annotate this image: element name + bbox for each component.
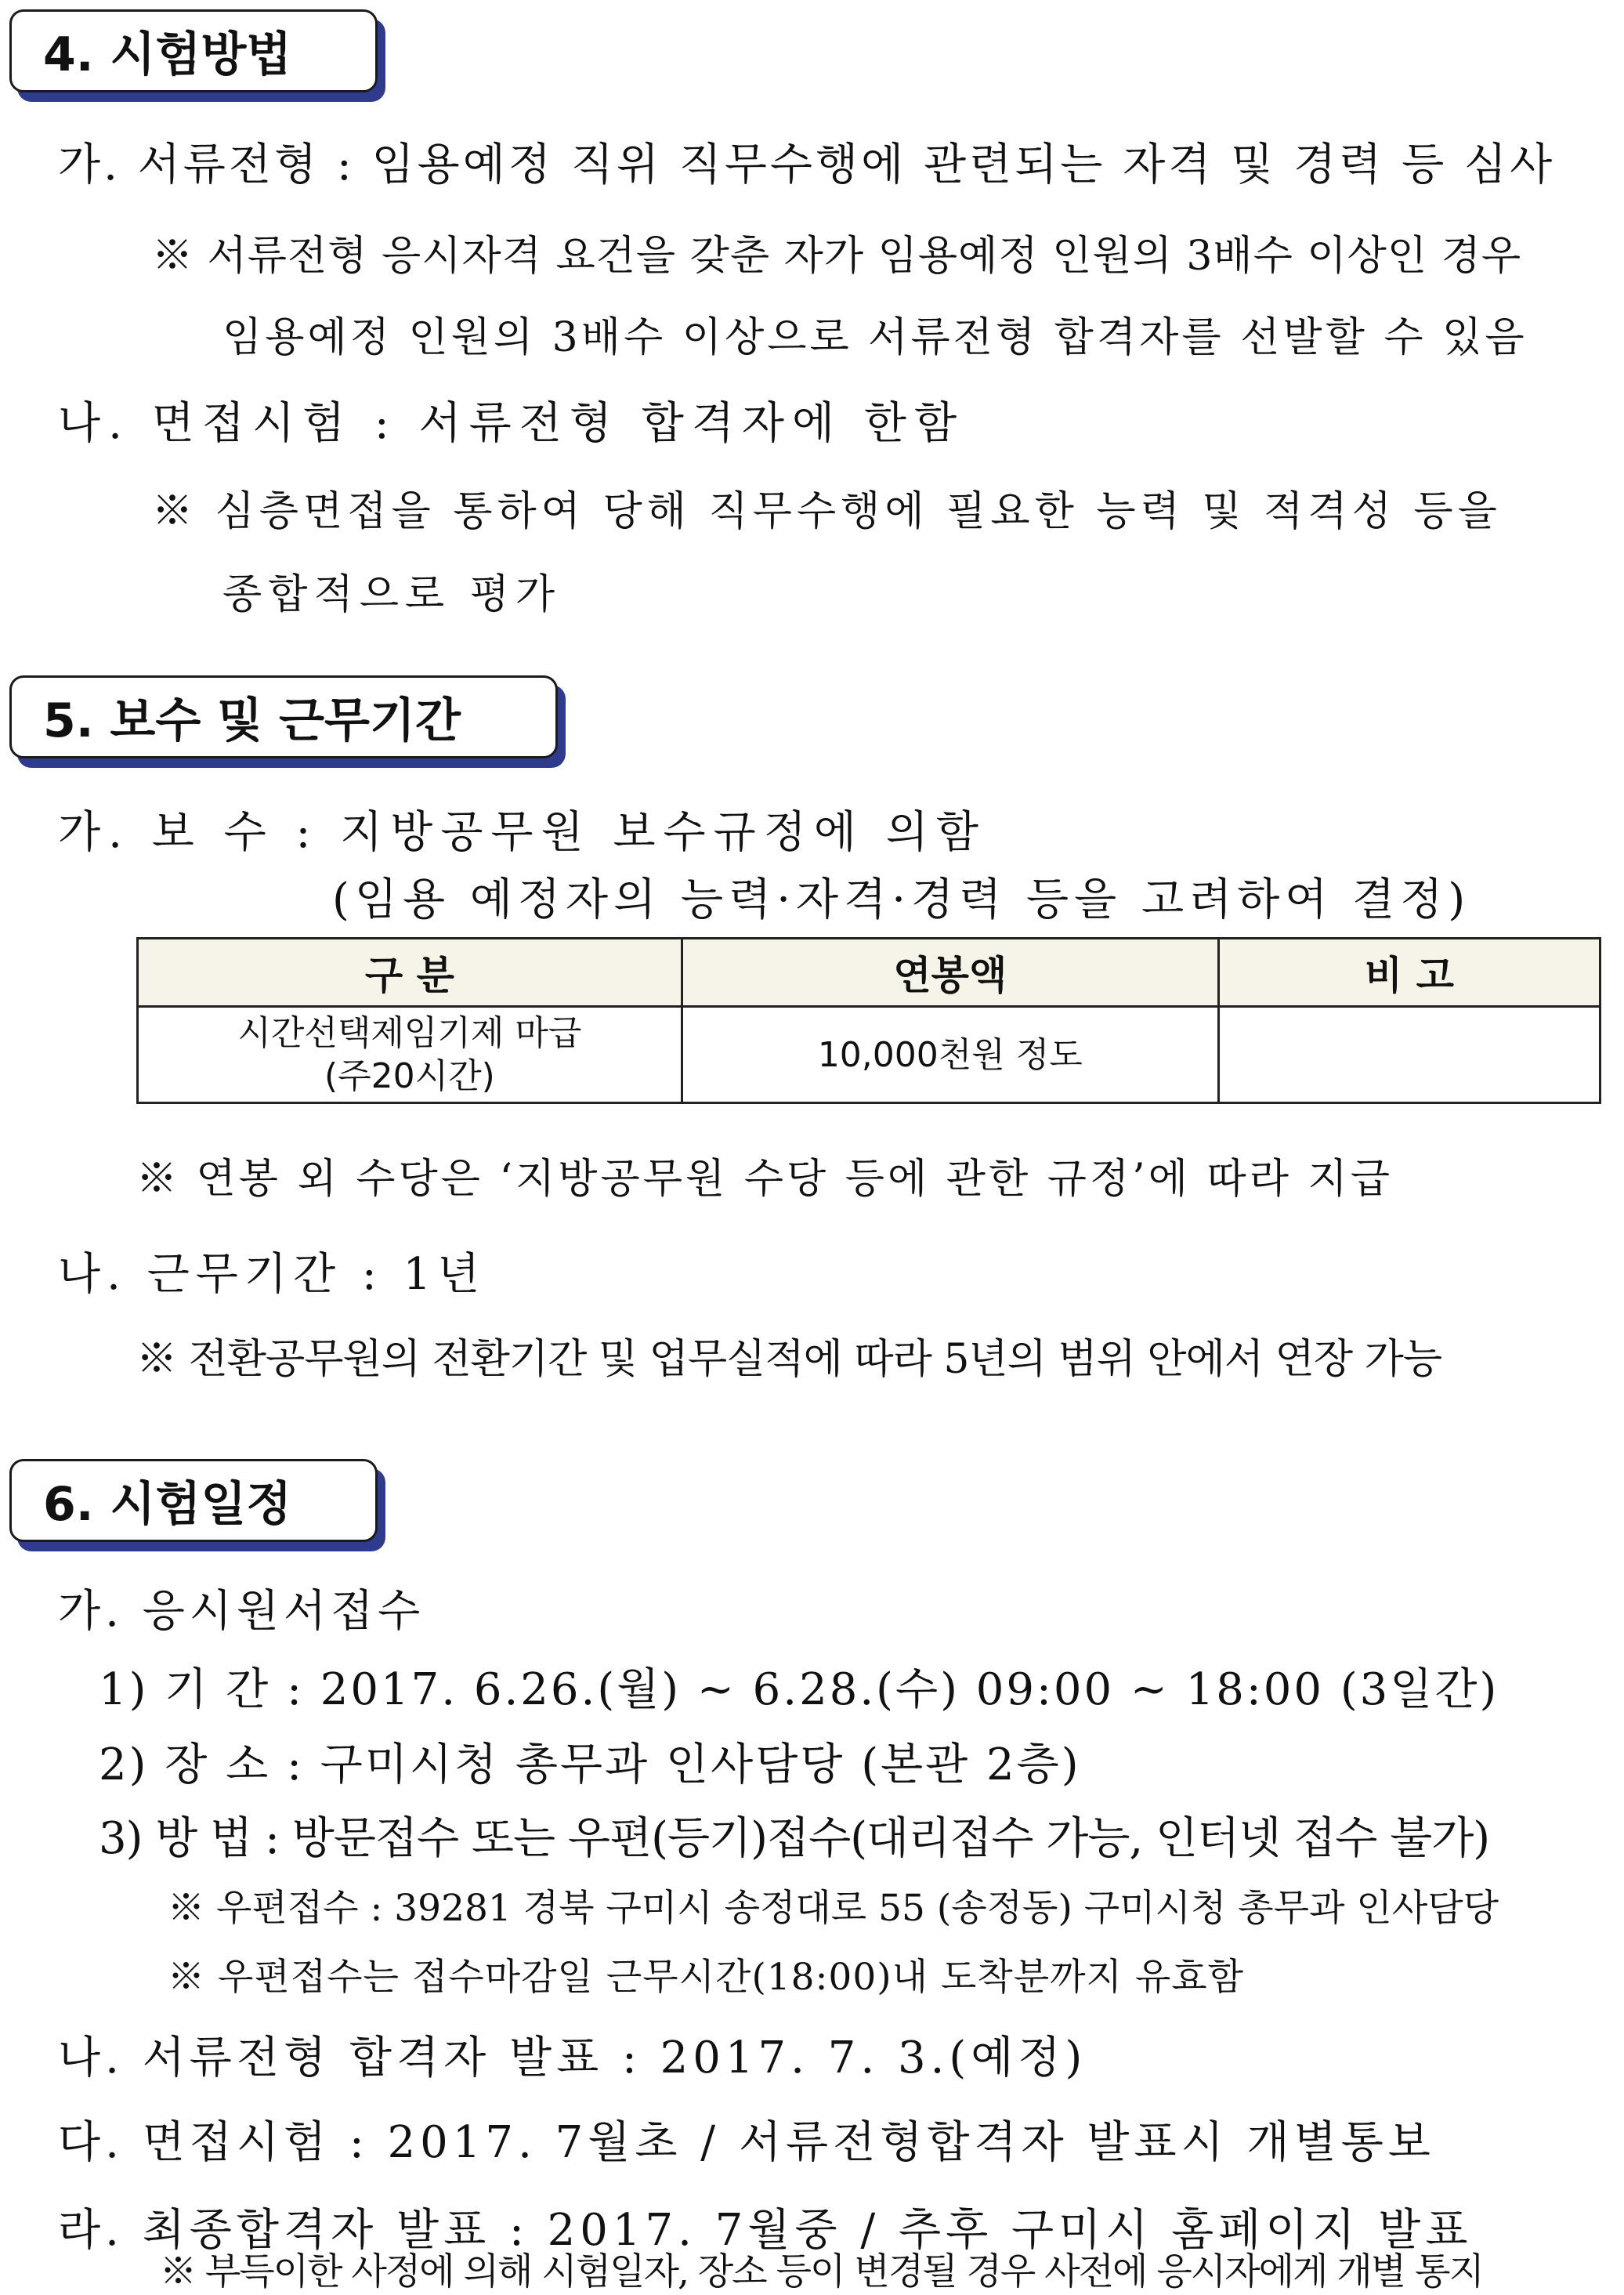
- section-5-title: 5. 보수 및 근무기간: [9, 675, 558, 758]
- section-6-title: 6. 시험일정: [9, 1459, 378, 1542]
- cell-salary: 10,000천원 정도: [682, 1007, 1218, 1103]
- mail-deadline-note: ※ 우편접수는 접수마감일 근무시간(18:00)내 도착분까지 유효함: [168, 1956, 1245, 1999]
- exam-method-interview: 나. 면접시험 : 서류전형 합격자에 한함: [58, 398, 965, 449]
- section-6-header: [9, 1459, 378, 1542]
- interview-note-line1: ※ 심층면접을 통하여 당해 직무수행에 필요한 능력 및 적격성 등을: [152, 488, 1502, 535]
- schedule-period: 1) 기 간 : 2017. 6.26.(월) ~ 6.28.(수) 09:00 ~ 18:00 (3일간): [99, 1664, 1499, 1715]
- allowance-note: ※ 연봉 외 수당은 ‘지방공무원 수당 등에 관한 규정’에 따라 지급: [136, 1156, 1393, 1203]
- category-line1: 시간선택제임기제 마급: [237, 1013, 582, 1053]
- change-notice: ※ 부득이한 사정에 의해 시험일자, 장소 등이 변경될 경우 사전에 응시자에게 개별 통지: [160, 2250, 1483, 2293]
- interview-schedule: 다. 면접시험 : 2017. 7월초 / 서류전형합격자 발표시 개별통보: [58, 2117, 1435, 2168]
- header-category: 구 분: [138, 939, 682, 1007]
- final-result-announcement: 라. 최종합격자 발표 : 2017. 7월중 / 추후 구미시 홈페이지 발표: [58, 2205, 1473, 2256]
- table-header-row: [138, 939, 1600, 1007]
- salary-table: [136, 937, 1601, 1104]
- schedule-place: 2) 장 소 : 구미시청 총무과 인사담당 (본관 2층): [99, 1739, 1081, 1790]
- section-4-title: 4. 시험방법: [9, 9, 378, 92]
- section-5-header: [9, 675, 558, 758]
- header-remark: 비 고: [1218, 939, 1600, 1007]
- document-screening-note-line1: ※ 서류전형 응시자격 요건을 갖춘 자가 임용예정 인원의 3배수 이상인 경우: [152, 233, 1522, 280]
- header-salary: 연봉액: [682, 939, 1218, 1007]
- cell-remark: [1218, 1007, 1600, 1103]
- salary-sub-line: (임용 예정자의 능력·자격·경력 등을 고려하여 결정): [332, 874, 1471, 925]
- application-receipt-line: 가. 응시원서접수: [58, 1586, 425, 1637]
- work-period-line: 나. 근무기간 : 1년: [58, 1249, 486, 1300]
- work-period-note: ※ 전환공무원의 전환기간 및 업무실적에 따라 5년의 범위 안에서 연장 가능: [136, 1336, 1442, 1383]
- schedule-method: 3) 방 법 : 방문접수 또는 우편(등기)접수(대리접수 가능, 인터넷 접수 불가): [99, 1813, 1490, 1864]
- document-result-announcement: 나. 서류전형 합격자 발표 : 2017. 7. 3.(예정): [58, 2033, 1087, 2083]
- exam-method-document-screening: 가. 서류전형 : 임용예정 직위 직무수행에 관련되는 자격 및 경력 등 심사: [58, 139, 1556, 190]
- mail-address-note: ※ 우편접수 : 39281 경북 구미시 송정대로 55 (송정동) 구미시청 총무과 인사담당: [168, 1887, 1499, 1930]
- category-line2: (주20시간): [324, 1056, 495, 1096]
- cell-category: [138, 1007, 682, 1103]
- section-4-header: [9, 9, 378, 92]
- table-row: [138, 1007, 1600, 1103]
- salary-line: 가. 보 수 : 지방공무원 보수규정에 의함: [58, 807, 986, 858]
- interview-note-line2: 종합적으로 평가: [222, 571, 562, 618]
- document-screening-note-line2: 임용예정 인원의 3배수 이상으로 서류전형 합격자를 선발할 수 있음: [222, 314, 1528, 361]
